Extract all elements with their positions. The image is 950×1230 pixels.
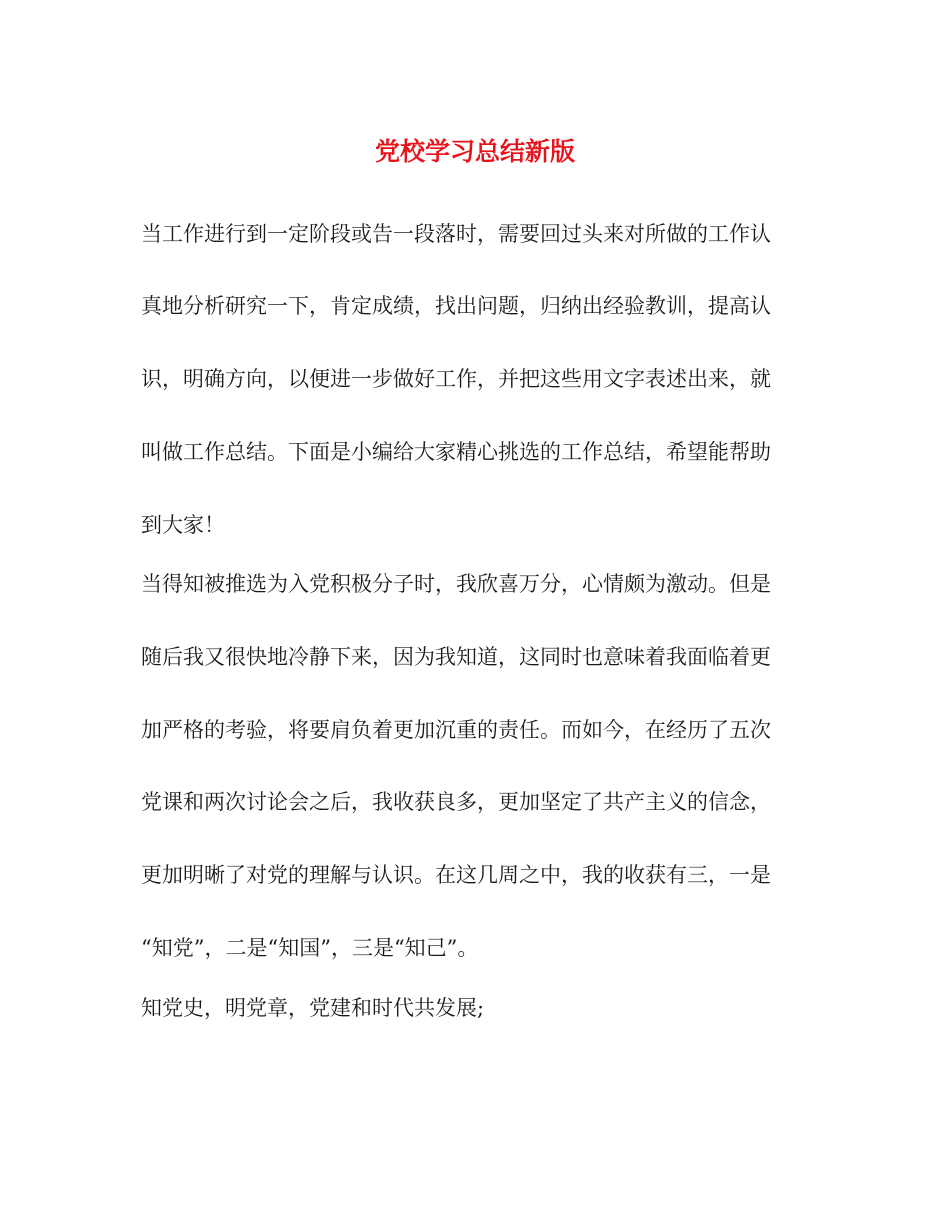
paragraph-2-line-6: “知党”，二是“知国”，三是“知己”。 — [141, 936, 479, 960]
paragraph-1-line-3: 识，明确方向，以便进一步做好工作，并把这些用文字表述出来，就 — [141, 367, 771, 391]
paragraph-1-line-2: 真地分析研究一下，肯定成绩，找出问题，归纳出经验教训，提高认 — [141, 294, 771, 318]
document-title: 党校学习总结新版 — [374, 137, 575, 166]
paragraph-2-line-1: 当得知被推选为入党积极分子时，我欣喜万分，心情颇为激动。但是 — [141, 572, 771, 596]
paragraph-3-line-1: 知党史，明党章，党建和时代共发展; — [141, 996, 485, 1020]
paragraph-1-line-5: 到大家！ — [141, 513, 225, 537]
paragraph-2-line-5: 更加明晰了对党的理解与认识。在这几周之中，我的收获有三，一是 — [141, 863, 771, 887]
paragraph-2-line-2: 随后我又很快地冷静下来，因为我知道，这同时也意味着我面临着更 — [141, 645, 771, 669]
paragraph-1-line-4: 叫做工作总结。下面是小编给大家精心挑选的工作总结，希望能帮助 — [141, 440, 771, 464]
paragraph-1-line-1: 当工作进行到一定阶段或告一段落时，需要回过头来对所做的工作认 — [141, 222, 771, 246]
paragraph-2-line-3: 加严格的考验，将要肩负着更加沉重的责任。而如今，在经历了五次 — [141, 718, 771, 742]
paragraph-2-line-4: 党课和两次讨论会之后，我收获良多，更加坚定了共产主义的信念， — [141, 790, 771, 814]
